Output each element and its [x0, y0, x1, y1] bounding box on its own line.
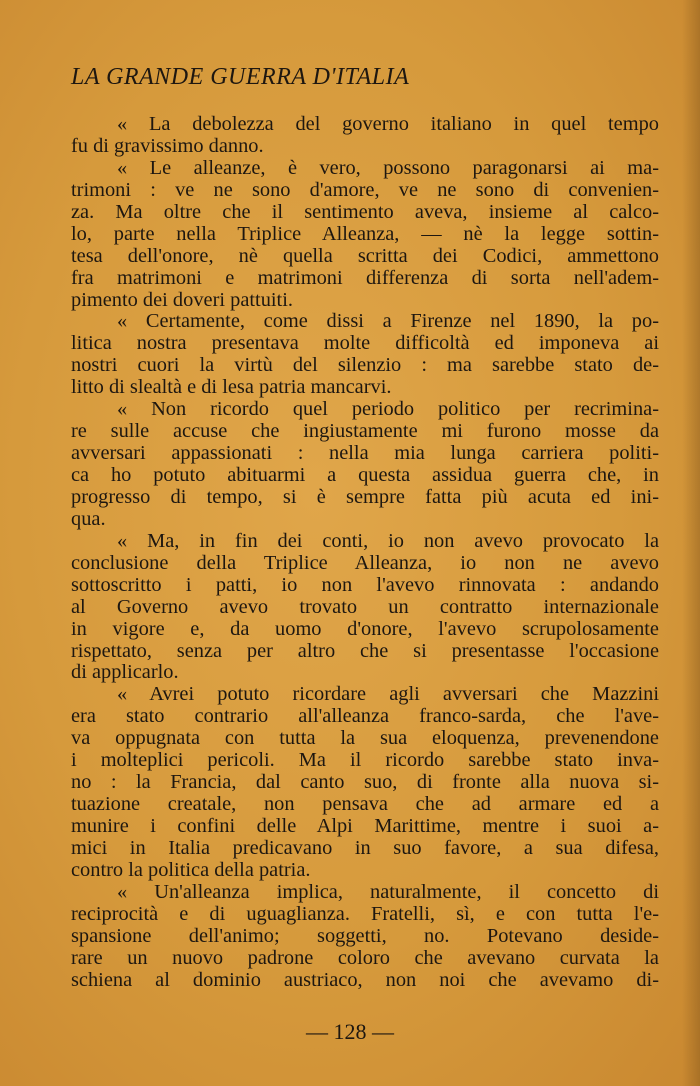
text-line: tesa dell'onore, nè quella scritta dei Codici, ammettono	[71, 244, 659, 267]
page-edge-shadow	[682, 0, 700, 1086]
text-line: spansione dell'animo; soggetti, no. Potevano deside-	[71, 924, 659, 947]
text-line: sottoscritto i patti, io non l'avevo rinnovata : andando	[71, 573, 659, 596]
page-number: — 128 —	[306, 1019, 394, 1044]
text-line: era stato contrario all'alleanza franco-sarda, che l'ave-	[71, 705, 659, 728]
text-line: contro la politica della patria.	[71, 858, 311, 881]
text-line: fu di gravissimo danno.	[71, 134, 264, 157]
text-line: progresso di tempo, si è sempre fatta più acuta ed ini-	[71, 485, 659, 508]
text-line: al Governo avevo trovato un contratto internazionale	[71, 595, 659, 618]
text-line: rare un nuovo padrone coloro che avevano curvata la	[71, 946, 659, 969]
text-line: lo, parte nella Triplice Alleanza, — nè la legge sottin-	[71, 222, 659, 245]
text-line: nostri cuori la virtù del silenzio : ma sarebbe stato de-	[71, 354, 659, 377]
body-text	[71, 114, 659, 992]
text-line: re sulle accuse che ingiustamente mi furono mosse da	[71, 420, 659, 443]
text-line: reciprocità e di uguaglianza. Fratelli, sì, e con tutta l'e-	[71, 902, 659, 925]
text-line: tuazione creatale, non pensava che ad armare ed a	[71, 793, 659, 816]
text-line: trimoni : ve ne sono d'amore, ve ne sono di convenien-	[71, 178, 659, 201]
text-line: conclusione della Triplice Alleanza, io non ne avevo	[71, 551, 659, 574]
text-line: « Non ricordo quel periodo politico per recrimina-	[117, 398, 659, 421]
text-line: rispettato, senza per altro che si presentasse l'occasione	[71, 639, 659, 662]
text-line: va oppugnata con tutta la sua eloquenza, prevenendone	[71, 727, 659, 750]
text-line: litto di slealtà e di lesa patria mancarvi.	[71, 376, 392, 399]
text-line: litica nostra presentava molte difficoltà ed imponeva ai	[71, 332, 659, 355]
text-line: « Un'alleanza implica, naturalmente, il concetto di	[117, 880, 659, 903]
text-line: avversari appassionati : nella mia lunga carriera politi-	[71, 442, 659, 465]
text-line: qua.	[71, 507, 106, 530]
text-line: i molteplici pericoli. Ma il ricordo sarebbe stato inva-	[71, 749, 659, 772]
text-line: pimento dei doveri pattuiti.	[71, 288, 293, 311]
text-line: no : la Francia, dal canto suo, di fronte alla nuova si-	[71, 771, 659, 794]
text-line: mici in Italia predicavano in suo favore, a sua difesa,	[71, 836, 659, 859]
text-line: schiena al dominio austriaco, non noi che avevamo di-	[71, 968, 659, 991]
text-line: « La debolezza del governo italiano in quel tempo	[117, 113, 659, 135]
text-line: « Avrei potuto ricordare agli avversari che Mazzini	[117, 683, 659, 706]
running-head-title: LA GRANDE GUERRA D'ITALIA	[71, 64, 410, 90]
text-line: di applicarlo.	[71, 661, 179, 684]
text-line: « Le alleanze, è vero, possono paragonarsi ai ma-	[117, 156, 659, 179]
text-line: fra matrimoni e matrimoni differenza di sorta nell'adem-	[71, 266, 659, 289]
text-line: munire i confini delle Alpi Marittime, mentre i suoi a-	[71, 815, 659, 837]
text-line: in vigore e, da uomo d'onore, l'avevo scrupolosamente	[71, 617, 659, 640]
text-line: « Ma, in fin dei conti, io non avevo provocato la	[117, 529, 659, 552]
text-line: za. Ma oltre che il sentimento aveva, insieme al calco-	[71, 200, 659, 223]
text-line: « Certamente, come dissi a Firenze nel 1890, la po-	[117, 310, 659, 333]
text-line: ca ho potuto abituarmi a questa assidua guerra che, in	[71, 464, 659, 486]
